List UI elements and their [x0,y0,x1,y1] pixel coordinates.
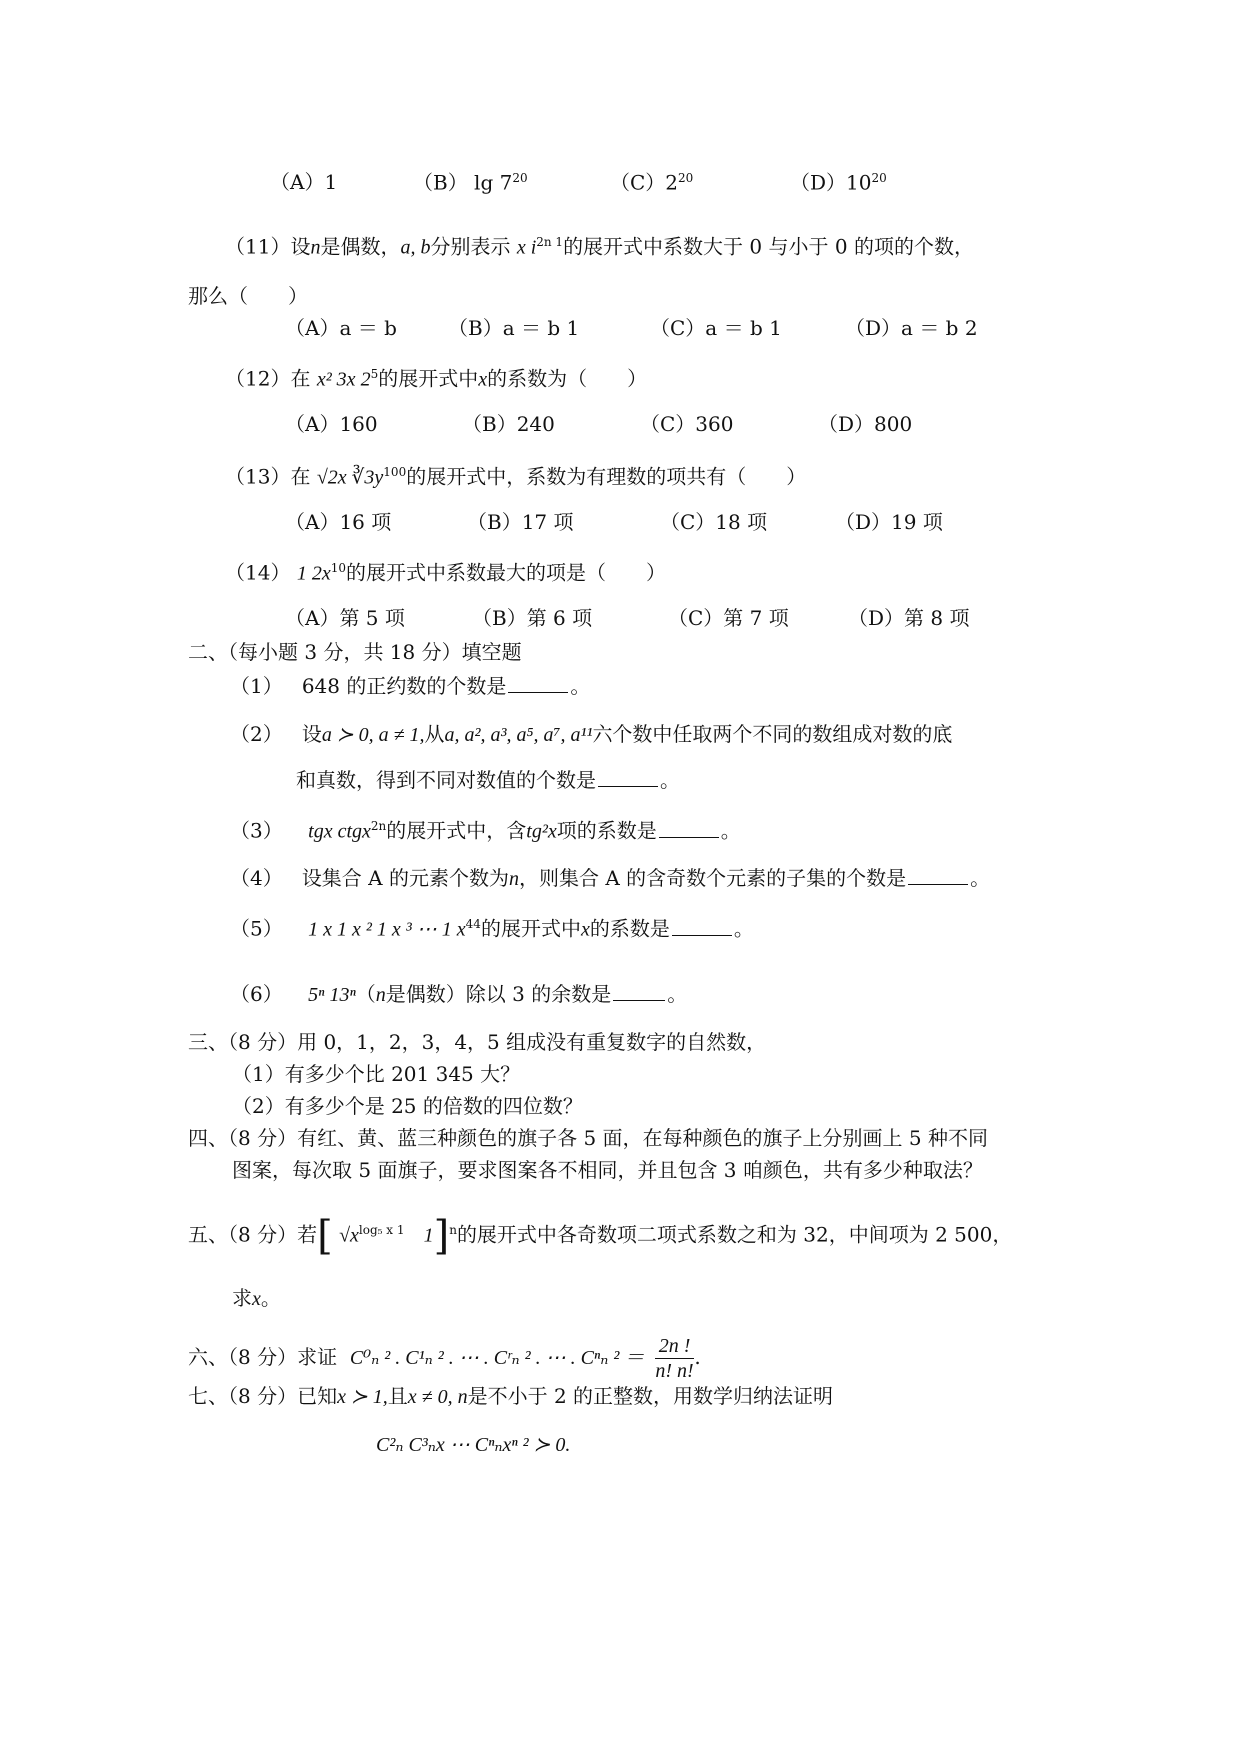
fraction: $\frac{2n !}{n! n!}$ [655,1335,694,1382]
answer-blank [613,999,665,1001]
q12-option-d: （D）800 [818,412,913,436]
s3-item-1: （1）有多少个比 201 345 大？ [232,1062,521,1086]
q11-option-d: （D）a ＝ b 2 [845,316,978,340]
q11-option-c: （C）a ＝ b 1 [650,316,782,340]
section7-formula: C²ₙ C³ₙx ⋯ Cⁿₙxⁿ ² ≻ 0. [376,1434,571,1456]
s2-item-1: （1） 648 的正约数的个数是 。 [230,674,591,698]
section7-line1: 七、（8 分）已知x ≻ 1,且x ≠ 0, n是不小于 2 的正整数，用数学归纳法证明 [188,1384,834,1408]
q13-line: （13）在 √2x $∛3y^{100}$的展开式中，系数为有理数的项共有（ ） [225,464,807,489]
q14-option-d: （D）第 8 项 [848,606,970,630]
answer-blank [659,836,719,838]
q13-option-c: （C）18 项 [660,510,768,534]
section3-heading: 三、（8 分）用 0，1，2，3，4，5 组成没有重复数字的自然数， [188,1030,767,1054]
answer-blank [598,785,658,787]
q14-line: （14） 1 $2x^{10}$的展开式中系数最大的项是（ ） [225,560,666,585]
q11-line1: （11）设n是偶数，a, b分别表示 x $i^{2n 1}$的展开式中系数大于 0 与小于 0 的项的个数， [225,234,974,259]
s2-item-2-cont: 和真数，得到不同对数值的个数是 。 [296,768,680,792]
section5-line1: 五、（8 分）若[ $√x^{log_5 x 1}$ 1]$^n$的展开式中各奇数项二项式系数之和为 32，中间项为 2 500， [188,1213,1013,1259]
section5-line2: 求x。 [232,1286,281,1310]
s3-item-2: （2）有多少个是 25 的倍数的四位数？ [232,1094,583,1118]
s2-item-3: （3） tgx ctgx$^{2n}$的展开式中，含tg²x项的系数是 。 [230,818,741,843]
q12-option-a: （A）160 [285,412,378,436]
q10-option-b: （B） $\lg 7^{20}$ [413,170,528,195]
q14-option-b: （B）第 6 项 [472,606,593,630]
q13-option-b: （B）17 项 [467,510,574,534]
section6-line: 六、（8 分）求证 C⁰ₙ ² . C¹ₙ ² . ⋯ . Cʳₙ ² . ⋯ . Cⁿₙ ² ＝ $\frac{2n !}{n! n!}$ . [188,1335,701,1382]
left-bracket: [ [317,1213,333,1259]
q12-option-b: （B）240 [462,412,555,436]
q11-line2: 那么（ ） [188,284,308,308]
answer-blank [508,691,568,693]
q14-option-c: （C）第 7 项 [668,606,789,630]
answer-blank [672,934,732,936]
s2-item-5: （5） 1 x 1 x ² 1 x ³ ⋯ 1 $x^{44}$的展开式中x的系数是 。 [230,916,754,941]
section4-line2: 图案，每次取 5 面旗子，要求图案各不相同，并且包含 3 咱颜色，共有多少种取法？ [232,1158,983,1182]
q13-option-a: （A）16 项 [285,510,392,534]
section4-line1: 四、（8 分）有红、黄、蓝三种颜色的旗子各 5 面，在每种颜色的旗子上分别画上 5 种不同 [188,1126,988,1150]
q14-option-a: （A）第 5 项 [285,606,405,630]
q10-option-a: （A）1 [270,170,338,194]
answer-blank [908,883,968,885]
s2-item-2: （2） 设a ≻ 0, a ≠ 1,从a, a², a³, a⁵, a⁷, a¹¹六个数中任取两个不同的数组成对数的底 [230,722,953,746]
right-bracket: ] [433,1213,450,1259]
q11-option-a: （A）a ＝ b [285,316,397,340]
q10-option-d: $(D)10^{20}$ [790,170,887,195]
s2-item-4: （4） 设集合 A 的元素个数为n，则集合 A 的含奇数个元素的子集的个数是 。 [230,866,991,890]
q13-option-d: （D）19 项 [835,510,943,534]
q12-line: （12）在 x² 3x $2^5$的展开式中x的系数为（ ） [225,366,648,391]
section2-heading: 二、（每小题 3 分，共 18 分）填空题 [188,640,522,664]
q12-option-c: （C）360 [640,412,734,436]
q10-option-c: $(C)2^{20}$ [610,170,694,195]
s2-item-6: （6） 5ⁿ 13ⁿ（n是偶数）除以 3 的余数是 。 [230,982,688,1006]
q11-option-b: （B）a ＝ b 1 [448,316,580,340]
